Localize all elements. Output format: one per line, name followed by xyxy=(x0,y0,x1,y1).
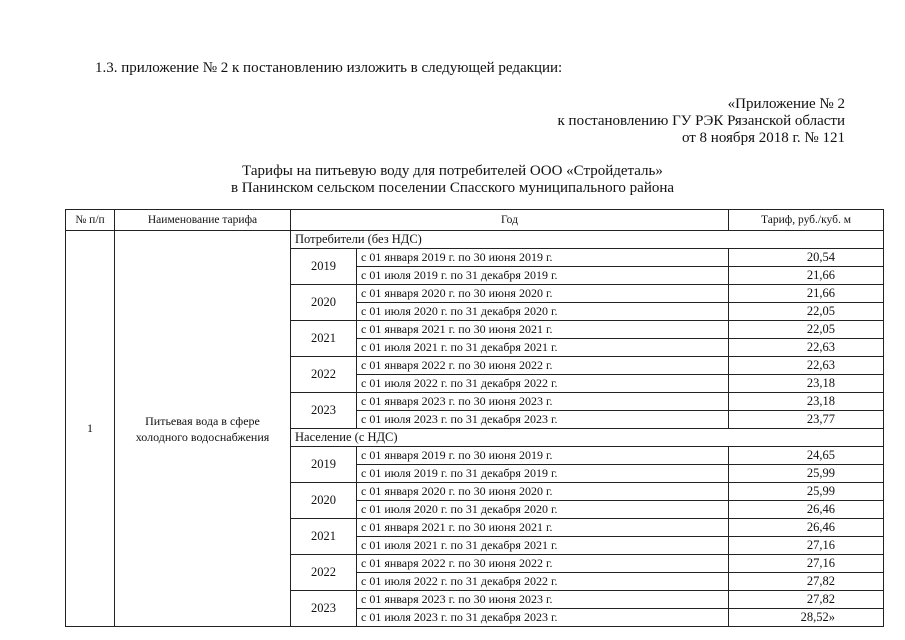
tariff-value-cell: 23,18 xyxy=(729,393,884,411)
appendix-line-2: к постановлению ГУ РЭК Рязанской области xyxy=(557,113,845,129)
period-cell: с 01 июля 2023 г. по 31 декабря 2023 г. xyxy=(357,411,729,429)
period-cell: с 01 января 2022 г. по 30 июня 2022 г. xyxy=(357,357,729,375)
group-label: Потребители (без НДС) xyxy=(291,231,884,249)
period-cell: с 01 января 2023 г. по 30 июня 2023 г. xyxy=(357,591,729,609)
period-cell: с 01 января 2019 г. по 30 июня 2019 г. xyxy=(357,447,729,465)
tariff-value-cell: 22,63 xyxy=(729,357,884,375)
row-number-cell: 1 xyxy=(66,231,115,627)
tariff-table-body xyxy=(66,231,884,627)
tariff-table xyxy=(65,209,884,627)
tariff-value-cell: 20,54 xyxy=(729,249,884,267)
appendix-line-1: «Приложение № 2 xyxy=(727,96,845,112)
tariff-value-cell: 23,18 xyxy=(729,375,884,393)
tariff-value-cell: 26,46 xyxy=(729,519,884,537)
header-tariff-name: Наименование тарифа xyxy=(115,210,291,231)
tariff-value-cell: 24,65 xyxy=(729,447,884,465)
header-number: № п/п xyxy=(66,210,115,231)
tariff-value-cell: 22,05 xyxy=(729,321,884,339)
period-cell: с 01 июля 2019 г. по 31 декабря 2019 г. xyxy=(357,267,729,285)
period-cell: с 01 июля 2022 г. по 31 декабря 2022 г. xyxy=(357,573,729,591)
tariff-value-cell: 27,16 xyxy=(729,537,884,555)
header-year: Год xyxy=(291,210,729,231)
group-row xyxy=(66,231,884,249)
tariff-value-cell: 25,99 xyxy=(729,465,884,483)
year-cell: 2019 xyxy=(291,249,357,285)
period-cell: с 01 января 2021 г. по 30 июня 2021 г. xyxy=(357,519,729,537)
period-cell: с 01 июля 2020 г. по 31 декабря 2020 г. xyxy=(357,501,729,519)
tariff-value-cell: 26,46 xyxy=(729,501,884,519)
period-cell: с 01 июля 2021 г. по 31 декабря 2021 г. xyxy=(357,339,729,357)
tariff-value-cell: 27,82 xyxy=(729,591,884,609)
year-cell: 2021 xyxy=(291,321,357,357)
tariff-value-cell: 23,77 xyxy=(729,411,884,429)
group-label: Население (с НДС) xyxy=(291,429,884,447)
period-cell: с 01 января 2020 г. по 30 июня 2020 г. xyxy=(357,285,729,303)
period-cell: с 01 января 2019 г. по 30 июня 2019 г. xyxy=(357,249,729,267)
table-header-row xyxy=(66,210,884,231)
period-cell: с 01 января 2022 г. по 30 июня 2022 г. xyxy=(357,555,729,573)
year-cell: 2023 xyxy=(291,591,357,627)
tariff-value-cell: 25,99 xyxy=(729,483,884,501)
title-line-2: в Панинском сельском поселении Спасского муниципального района xyxy=(230,180,675,196)
tariff-name-cell: Питьевая вода в сфере холодного водоснабжения xyxy=(115,231,291,627)
period-cell: с 01 января 2021 г. по 30 июня 2021 г. xyxy=(357,321,729,339)
tariff-value-cell: 28,52» xyxy=(729,609,884,627)
year-cell: 2020 xyxy=(291,483,357,519)
tariff-value-cell: 22,63 xyxy=(729,339,884,357)
period-cell: с 01 июля 2019 г. по 31 декабря 2019 г. xyxy=(357,465,729,483)
period-cell: с 01 июля 2020 г. по 31 декабря 2020 г. xyxy=(357,303,729,321)
year-cell: 2022 xyxy=(291,357,357,393)
tariff-value-cell: 22,05 xyxy=(729,303,884,321)
document-title xyxy=(0,163,905,197)
period-cell: с 01 июля 2022 г. по 31 декабря 2022 г. xyxy=(357,375,729,393)
year-cell: 2022 xyxy=(291,555,357,591)
period-cell: с 01 января 2020 г. по 30 июня 2020 г. xyxy=(357,483,729,501)
period-cell: с 01 июля 2021 г. по 31 декабря 2021 г. xyxy=(357,537,729,555)
tariff-value-cell: 21,66 xyxy=(729,285,884,303)
year-cell: 2019 xyxy=(291,447,357,483)
appendix-reference xyxy=(558,96,845,147)
year-cell: 2020 xyxy=(291,285,357,321)
year-cell: 2023 xyxy=(291,393,357,429)
year-cell: 2021 xyxy=(291,519,357,555)
title-line-1: Тарифы на питьевую воду для потребителей ООО «Стройдеталь» xyxy=(242,163,663,179)
intro-paragraph: 1.3. приложение № 2 к постановлению изложить в следующей редакции: xyxy=(95,60,563,76)
period-cell: с 01 июля 2023 г. по 31 декабря 2023 г. xyxy=(357,609,729,627)
appendix-line-3: от 8 ноября 2018 г. № 121 xyxy=(681,130,845,146)
tariff-value-cell: 27,16 xyxy=(729,555,884,573)
header-tariff-value: Тариф, руб./куб. м xyxy=(729,210,884,231)
tariff-value-cell: 21,66 xyxy=(729,267,884,285)
period-cell: с 01 января 2023 г. по 30 июня 2023 г. xyxy=(357,393,729,411)
tariff-value-cell: 27,82 xyxy=(729,573,884,591)
